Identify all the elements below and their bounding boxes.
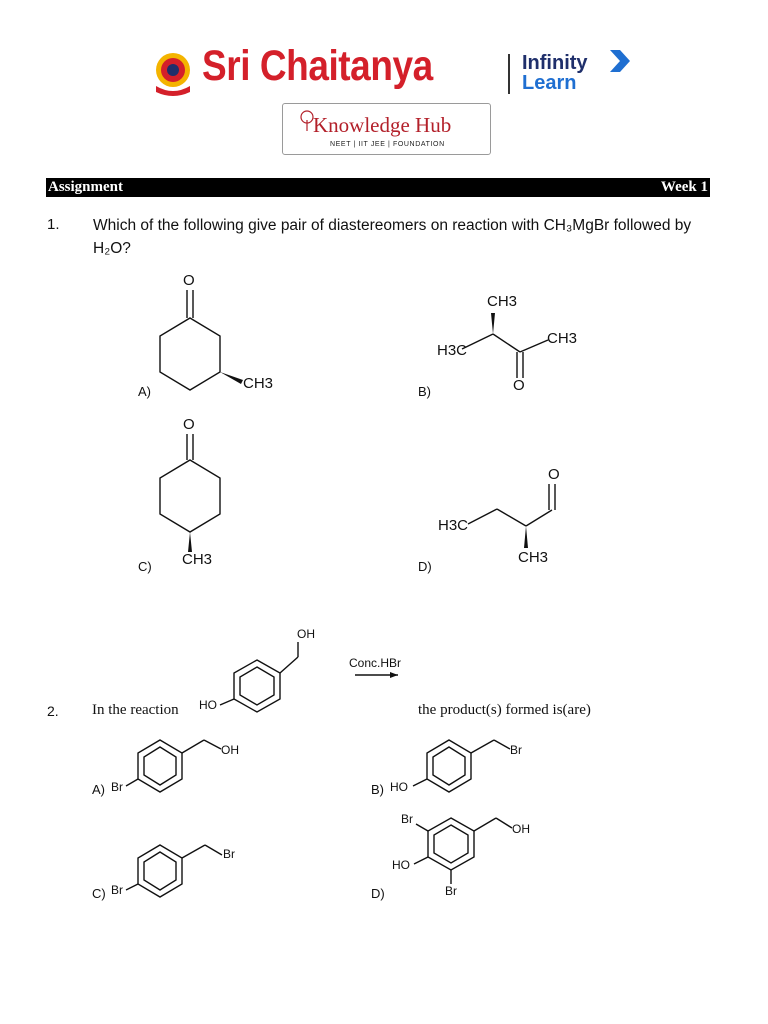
question-2-prefix: In the reaction — [92, 702, 179, 718]
product-a-structure — [126, 740, 221, 792]
product-d-br-top: Br — [401, 812, 413, 826]
brand-learn: Learn — [522, 72, 577, 94]
product-c-structure — [126, 845, 222, 897]
reactant-ho-label: HO — [199, 698, 217, 712]
reagent-label: Conc.HBr — [349, 656, 402, 670]
atom-label-o-1a: O — [183, 272, 195, 289]
option-1a-label: A) — [138, 384, 151, 399]
knowledge-hub-title: Knowledge Hub — [313, 113, 452, 137]
atom-label-o-1d: O — [548, 466, 560, 483]
option-1b-label: B) — [418, 384, 431, 399]
question-2-suffix: the product(s) formed is(are) — [418, 702, 591, 718]
product-b-structure — [413, 740, 510, 792]
product-a-br: Br — [111, 780, 123, 794]
atom-label-o-1c: O — [183, 416, 195, 433]
product-c-br-right: Br — [223, 847, 235, 861]
option-2a-label: A) — [92, 782, 105, 797]
reaction-arrow-head — [390, 672, 398, 678]
product-b-ho: HO — [390, 780, 408, 794]
product-d-br-bottom: Br — [445, 884, 457, 898]
product-a-oh: OH — [221, 743, 239, 757]
product-b-br: Br — [510, 743, 522, 757]
wedge-bond-1c — [188, 532, 192, 552]
atom-label-ch3-1c: CH3 — [182, 551, 213, 568]
atom-label-ch3-1b-top: CH3 — [487, 293, 518, 310]
structure-1d — [468, 484, 555, 526]
week-label: Week 1 — [660, 179, 708, 195]
atom-label-ch3-1a: CH3 — [243, 375, 274, 392]
option-2c-label: C) — [92, 886, 106, 901]
product-c-br-left: Br — [111, 883, 123, 897]
structure-1b — [462, 334, 548, 378]
brand-name: Sri Chaitanya — [202, 42, 433, 90]
brand-infinity: Infinity — [522, 52, 588, 74]
question-1-text: Which of the following give pair of diastereomers on reaction with CH₃MgBr followed by H₂O? — [93, 217, 692, 257]
wedge-bond-1d — [524, 526, 528, 548]
atom-label-h3c-1b: H3C — [437, 342, 468, 359]
question-2-number: 2. — [47, 703, 59, 719]
question-1-number: 1. — [47, 216, 60, 233]
atom-label-ch3-1b-right: CH3 — [547, 330, 578, 347]
atom-label-o-1b: O — [513, 377, 525, 394]
structure-1c — [160, 434, 220, 532]
option-1c-label: C) — [138, 559, 152, 574]
product-d-ho: HO — [392, 858, 410, 872]
wedge-bond-1a — [220, 372, 243, 384]
structure-1a — [160, 290, 220, 390]
wedge-bond-1b — [491, 313, 495, 334]
option-1d-label: D) — [418, 559, 432, 574]
knowledge-hub-subtitle: NEET | IIT JEE | FOUNDATION — [330, 141, 445, 148]
reactant-oh-label: OH — [297, 627, 315, 641]
product-d-oh: OH — [512, 822, 530, 836]
product-d-structure — [414, 818, 512, 884]
option-2b-label: B) — [371, 782, 384, 797]
atom-label-ch3-1d: CH3 — [518, 549, 549, 566]
reactant-structure — [220, 642, 398, 712]
atom-label-h3c-1d: H3C — [438, 517, 469, 534]
assignment-label: Assignment — [48, 179, 124, 195]
option-2d-label: D) — [371, 886, 385, 901]
